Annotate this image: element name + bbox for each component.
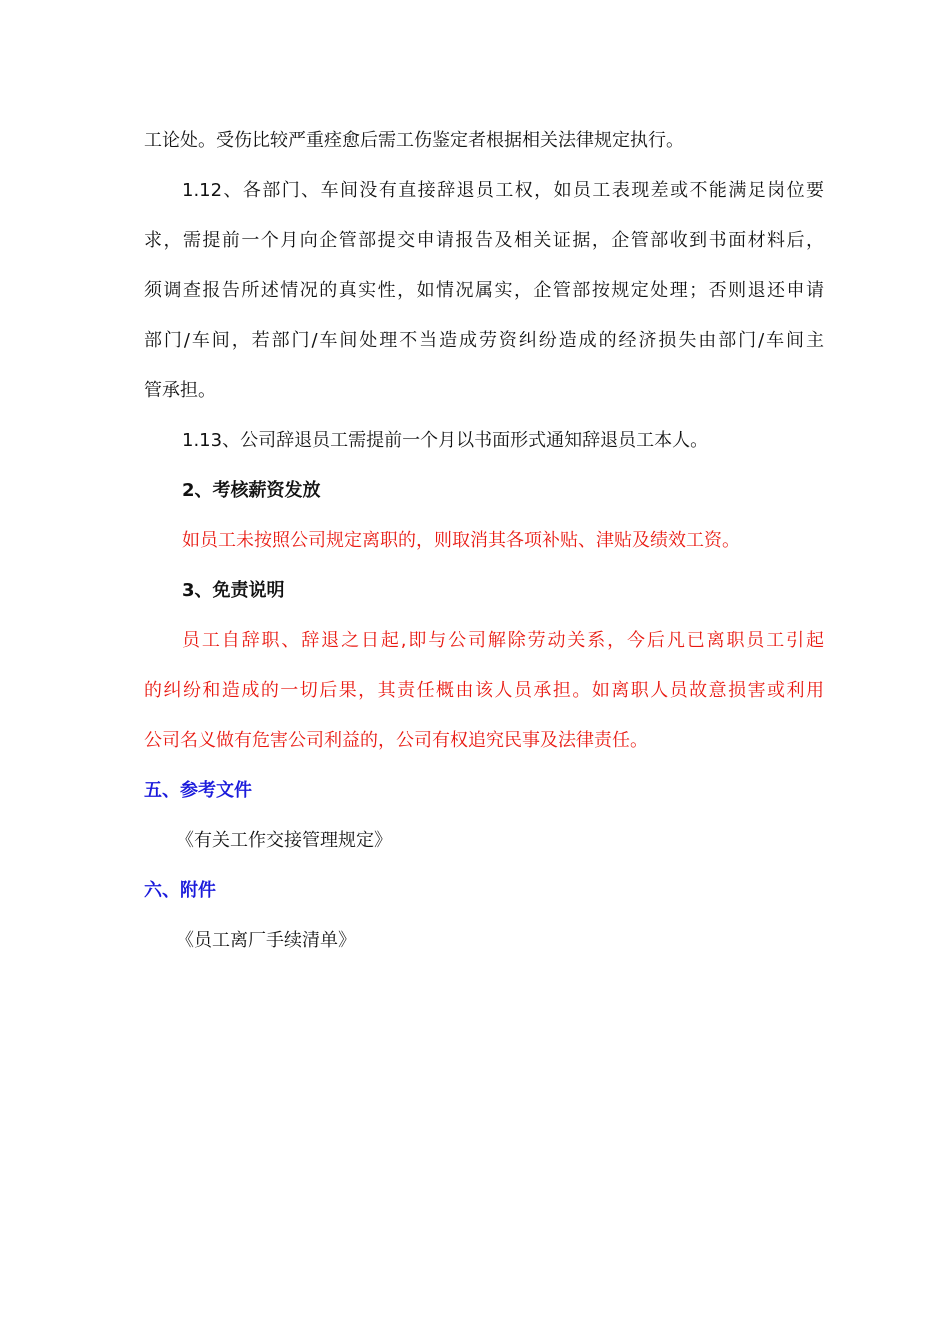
salary-settlement-text: 如员工未按照公司规定离职的，则取消其各项补贴、津贴及绩效工资。 bbox=[182, 530, 740, 551]
reference-document: 《有关工作交接管理规定》 bbox=[176, 830, 392, 851]
attachment-document: 《员工离厂手续清单》 bbox=[176, 930, 356, 951]
heading-disclaimer: 3、免责说明 bbox=[182, 580, 285, 601]
clause-1-12-line: 管承担。 bbox=[144, 380, 216, 401]
clause-1-12-line: 须调查报告所述情况的真实性，如情况属实，企管部按规定处理；否则退还申请 bbox=[144, 280, 824, 301]
paragraph-line: 工论处。受伤比较严重痊愈后需工伤鉴定者根据相关法律规定执行。 bbox=[144, 130, 684, 151]
disclaimer-line: 公司名义做有危害公司利益的，公司有权追究民事及法律责任。 bbox=[144, 730, 648, 751]
section-heading-attachments: 六、附件 bbox=[144, 880, 216, 901]
disclaimer-line: 员工自辞职、辞退之日起,即与公司解除劳动关系，今后凡已离职员工引起 bbox=[182, 630, 824, 651]
clause-1-12-line: 求，需提前一个月向企管部提交申请报告及相关证据，企管部收到书面材料后， bbox=[144, 230, 824, 251]
disclaimer-line: 的纠纷和造成的一切后果，其责任概由该人员承担。如离职人员故意损害或利用 bbox=[144, 680, 824, 701]
section-heading-references: 五、参考文件 bbox=[144, 780, 252, 801]
clause-1-13: 1.13、公司辞退员工需提前一个月以书面形式通知辞退员工本人。 bbox=[182, 430, 709, 451]
clause-1-12-line: 部门/车间，若部门/车间处理不当造成劳资纠纷造成的经济损失由部门/车间主 bbox=[144, 330, 824, 351]
heading-salary-settlement: 2、考核薪资发放 bbox=[182, 480, 321, 501]
clause-1-12-line: 1.12、各部门、车间没有直接辞退员工权，如员工表现差或不能满足岗位要 bbox=[182, 180, 824, 201]
